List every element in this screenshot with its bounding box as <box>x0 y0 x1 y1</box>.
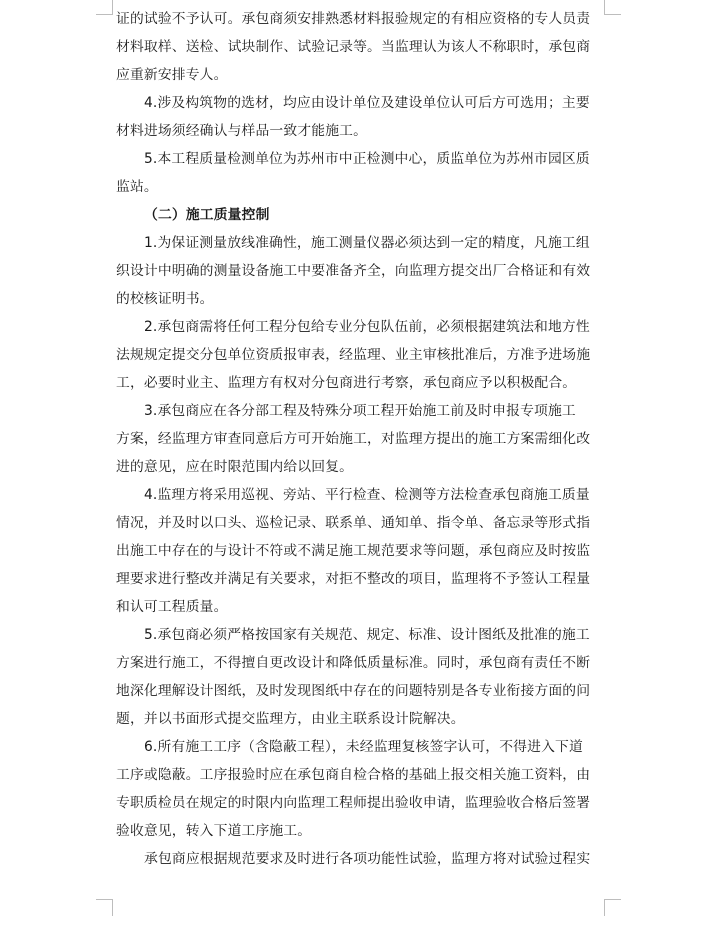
crop-mark-bottom-left <box>112 899 113 916</box>
text-line: 3.承包商应在各分部工程及特殊分项工程开始施工前及时申报专项施工 <box>144 403 576 419</box>
text-line: 4.监理方将采用巡视、旁站、平行检查、检测等方法检查承包商施工质量 <box>144 487 590 503</box>
section-heading: （二）施工质量控制 <box>144 207 270 223</box>
text-line: 1.为保证测量放线准确性，施工测量仪器必须达到一定的精度，凡施工组 <box>144 235 590 251</box>
crop-mark-bottom-left-h <box>96 899 113 900</box>
text-line: 法规规定提交分包单位资质报审表，经监理、业主审核批准后，方准予进场施 <box>116 347 591 363</box>
text-line: 专职质检员在规定的时限内向监理工程师提出验收申请，监理验收合格后签署 <box>116 795 591 811</box>
text-line: 监站。 <box>116 179 158 195</box>
text-line: 材料进场须经确认与样品一致才能施工。 <box>116 123 368 139</box>
text-line: 承包商应根据规范要求及时进行各项功能性试验，监理方将对试验过程实 <box>144 851 591 867</box>
crop-mark-bottom-right-h <box>604 899 621 900</box>
text-line: 织设计中明确的测量设备施工中要准备齐全，向监理方提交出厂合格证和有效 <box>116 263 591 279</box>
text-line: 证的试验不予认可。承包商须安排熟悉材料报验规定的有相应资格的专人员责 <box>116 11 591 27</box>
text-line: 2.承包商需将任何工程分包给专业分包队伍前，必须根据建筑法和地方性 <box>144 319 590 335</box>
text-line: 题，并以书面形式提交监理方，由业主联系设计院解决。 <box>116 711 465 727</box>
text-line: 进的意见，应在时限范围内给以回复。 <box>116 459 354 475</box>
text-line: 地深化理解设计图纸，及时发现图纸中存在的问题特别是各专业衔接方面的问 <box>116 683 591 699</box>
text-line: 理要求进行整改并满足有关要求，对拒不整改的项目，监理将不予签认工程量 <box>116 571 591 587</box>
text-line: 工序或隐蔽。工序报验时应在承包商自检合格的基础上报交相关施工资料，由 <box>116 767 591 783</box>
text-line: 材料取样、送检、试块制作、试验记录等。当监理认为该人不称职时，承包商 <box>116 39 591 55</box>
text-line: 4.涉及构筑物的选材，均应由设计单位及建设单位认可后方可选用；主要 <box>144 95 590 111</box>
crop-mark-bottom-right <box>604 899 605 916</box>
text-line: 工，必要时业主、监理方有权对分包商进行考察，承包商应予以积极配合。 <box>116 375 577 391</box>
text-line: 6.所有施工工序（含隐蔽工程），未经监理复核签字认可，不得进入下道 <box>144 739 583 755</box>
text-line: 应重新安排专人。 <box>116 67 228 83</box>
text-line: 情况，并及时以口头、巡检记录、联系单、通知单、指令单、备忘录等形式指 <box>116 515 591 531</box>
crop-mark-top-right-h <box>604 14 621 15</box>
text-line: 方案进行施工，不得擅自更改设计和降低质量标准。同时，承包商有责任不断 <box>116 655 591 671</box>
text-line: 出施工中存在的与设计不符或不满足施工规范要求等问题，承包商应及时按监 <box>116 543 591 559</box>
crop-mark-top-left <box>112 0 113 14</box>
text-line: 的校核证明书。 <box>116 291 214 307</box>
crop-mark-top-left-h <box>96 14 113 15</box>
text-line: 方案，经监理方审查同意后方可开始施工，对监理方提出的施工方案需细化改 <box>116 431 591 447</box>
text-line: 5.承包商必须严格按国家有关规范、规定、标准、设计图纸及批准的施工 <box>144 627 590 643</box>
text-line: 验收意见，转入下道工序施工。 <box>116 823 312 839</box>
text-line: 和认可工程质量。 <box>116 599 228 615</box>
body-text <box>116 0 606 873</box>
text-line: 5.本工程质量检测单位为苏州市中正检测中心，质监单位为苏州市园区质 <box>144 151 590 167</box>
